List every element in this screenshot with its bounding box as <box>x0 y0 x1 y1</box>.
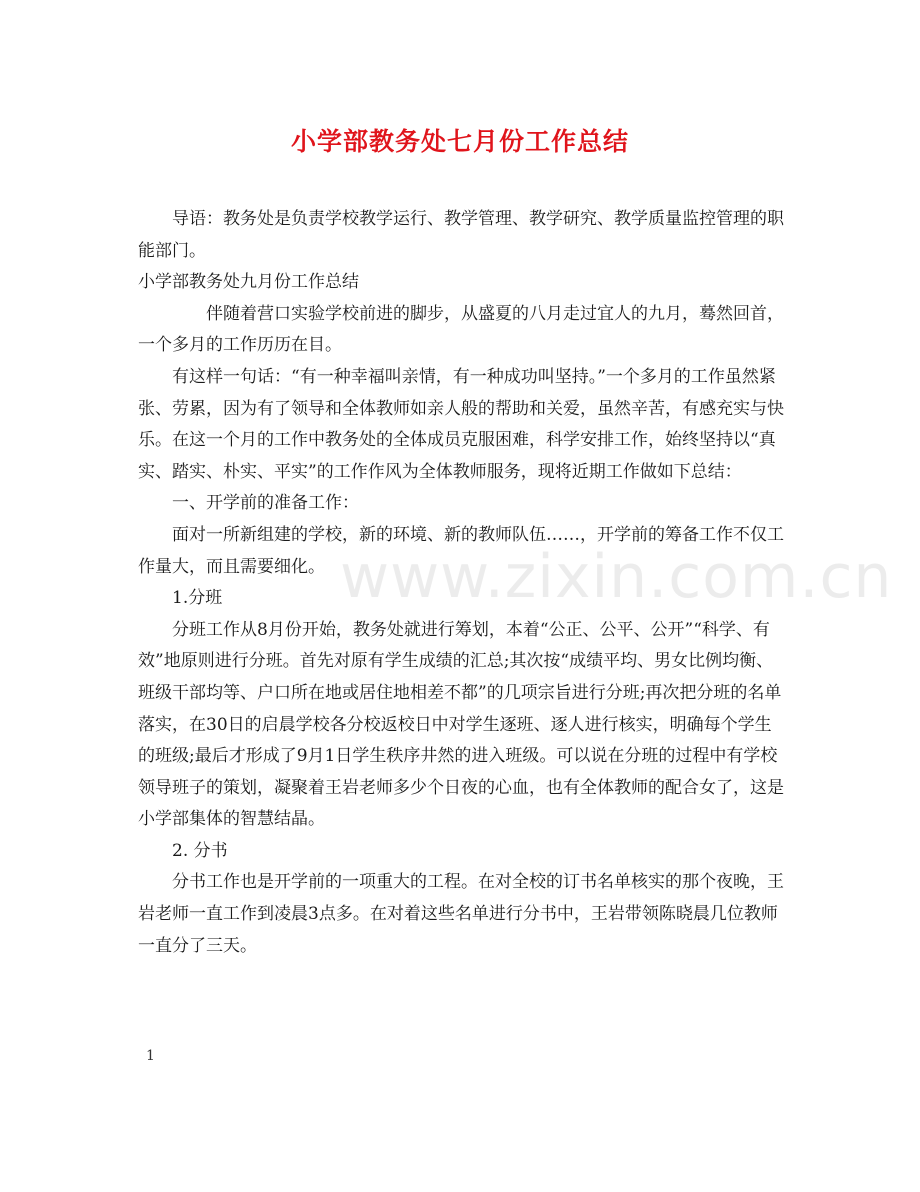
body-paragraph: 伴随着营口实验学校前进的脚步，从盛夏的八月走过宜人的九月，蓦然回首，一个多月的工作历历在目。 <box>138 303 784 356</box>
body-paragraph: 分书工作也是开学前的一项重大的工程。在对全校的订书名单核实的那个夜晚，王岩老师一直工作到凌晨3点多。在对着这些名单进行分书中，王岩带领陈晓晨几位教师一直分了三天。 <box>138 872 784 956</box>
document-body <box>138 204 786 962</box>
intro-paragraph: 导语：教务处是负责学校教学运行、教学管理、教学研究、教学质量监控管理的职能部门。 <box>138 209 784 261</box>
body-paragraph: 分班工作从8月份开始，教务处就进行筹划，本着“公正、公平、公开”“科学、有效”地原则进行分班。首先对原有学生成绩的汇总;其次按“成绩平均、男女比例均衡、班级干部均等、户口所在地或居住地相差不都”的几项宗旨进行分班;再次把分班的名单落实，在30日的启晨学校各分校返校日中对学生逐班、逐人进行核实，明确每个学生的班级;最后才形成了9月1日学生秩序井然的进入班级。可以说在分班的过程中有学校领导班子的策划，凝聚着王岩老师多少个日夜的心血，也有全体教师的配合女了，这是小学部集体的智慧结晶。 <box>138 619 784 830</box>
document-title: 小学部教务处七月份工作总结 <box>290 127 629 156</box>
page-number: 1 <box>146 1048 155 1064</box>
body-paragraph: 有这样一句话：“有一种幸福叫亲情，有一种成功叫坚持。”一个多月的工作虽然紧张、劳累，因为有了领导和全体教师如亲人般的帮助和关爱，虽然辛苦，有感充实与快乐。在这一个月的工作中教务处的全体成员克服困难，科学安排工作，始终坚持以“真实、踏实、朴实、平实”的工作作风为全体教师服务，现将近期工作做如下总结： <box>138 366 784 482</box>
section-heading: 一、开学前的准备工作： <box>172 493 359 514</box>
section-subtitle: 小学部教务处九月份工作总结 <box>138 272 359 293</box>
subsection-heading: 1.分班 <box>172 588 223 609</box>
body-paragraph: 面对一所新组建的学校，新的环境、新的教师队伍……，开学前的筹备工作不仅工作量大，而且需要细化。 <box>138 524 784 577</box>
watermark: www.zixin.com.cn <box>340 542 893 612</box>
subsection-heading: 2. 分书 <box>172 840 228 861</box>
